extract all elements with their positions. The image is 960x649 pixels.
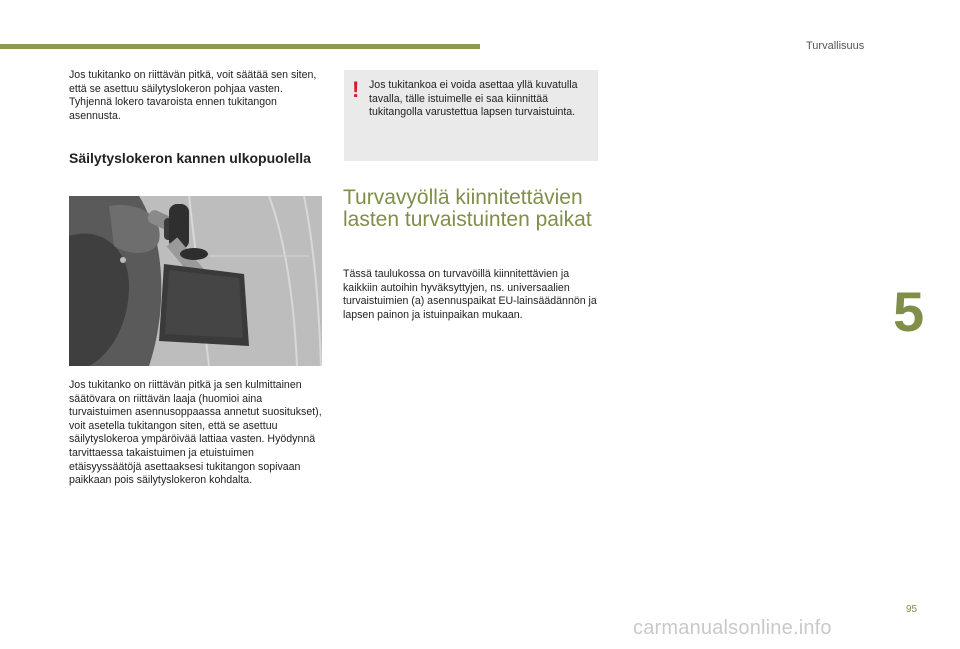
- warning-exclamation-icon: !: [352, 77, 360, 102]
- table-intro-paragraph: Tässä taulukossa on turvavöillä kiinnitettävien ja kaikkiin autoihin hyväksyttyjen, ns. universaalien turvaistuimien (a) asennuspaikat EU-lainsäädännön ja lapsen painon ja istuinpaikan mukaan.: [343, 268, 597, 321]
- warning-text: Jos tukitankoa ei voida asettaa yllä kuvatulla tavalla, tälle istuimelle ei saa kiinnittää tukitangolla varustettua lapsen turvaistuinta.: [369, 79, 578, 119]
- intro-paragraph: Jos tukitanko on riittävän pitkä, voit säätää sen siten, että se asettuu säilytyslokeron pohjaa vasten. Tyhjennä lokero tavaroista ennen tukitangon asennusta.: [69, 69, 317, 122]
- page-number: 95: [906, 604, 918, 615]
- chapter-number: 5: [893, 280, 925, 343]
- child-seat-support-leg-photo: [69, 196, 322, 366]
- watermark-text: carmanualsonline.info: [633, 617, 832, 639]
- body-paragraph: Jos tukitanko on riittävän pitkä ja sen kulmittainen säätövara on riittävän laaja (huomioi aina turvaistuimen asennusoppaassa annetut suositukset), voit asetella tukitangon siten, että se asettuu säilytyslokeroa ympäröivää lattiaa vasten. Hyödynnä tarvittaessa takaistuimen ja etuistuimen etäisyyssäätöjä asettaaksesi tukitangon sopivaan paikkaan pois säilytyslokeron kohdalta.: [69, 379, 322, 487]
- warning-box: [344, 70, 598, 161]
- subsection-heading: Säilytyslokeron kannen ulkopuolella: [69, 150, 311, 166]
- section-title: Turvallisuus: [806, 40, 865, 52]
- main-heading: Turvavyöllä kiinnitettävien lasten turvaistuinten paikat: [343, 186, 592, 231]
- header-accent-bar: [0, 44, 480, 49]
- photo-illustration: [69, 196, 322, 366]
